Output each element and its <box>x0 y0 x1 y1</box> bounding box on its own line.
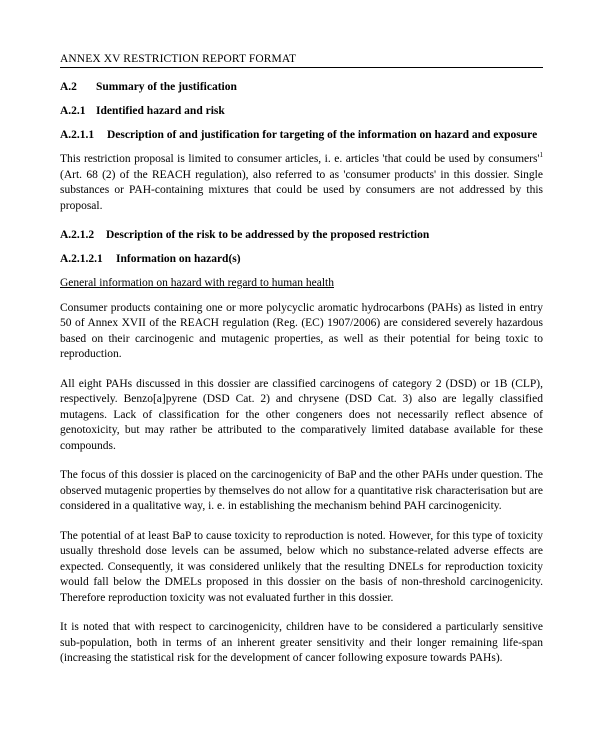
paragraph-text: (Art. 68 (2) of the REACH regulation), also referred to as 'consumer products' in this dossier. Single substances or PAH-containing mixtures that could be used by consumers are not addressed by this proposal. <box>60 168 543 212</box>
heading-number: A.2.1.2 <box>60 229 95 241</box>
subheading-general-hazard: General information on hazard with regard to human health <box>60 277 334 289</box>
paragraph-consumer-products: Consumer products containing one or more polycyclic aromatic hydrocarbons (PAHs) as listed in entry 50 of Annex XVII of the REACH regulation (Reg. (EC) 1907/2006) are considered severely hazardous based on their carcinogenic and mutagenic properties, as well as their potential for being toxic to reproduction. <box>60 301 543 360</box>
heading-title: Information on hazard(s) <box>116 253 241 265</box>
heading-number: A.2 <box>60 81 77 93</box>
paragraph-text: This restriction proposal is limited to consumer articles, i. e. articles 'that could be used by consumers' <box>60 153 540 165</box>
paragraph-classification: All eight PAHs discussed in this dossier are classified carcinogens of category 2 (DSD) or 1B (CLP), respectively. Benzo[a]pyrene (DSD Cat. 2) and chrysene (DSD Cat. 3) also are legally classified mutagens. Lack of classification for the other congeners does not necessarily reflect absence of genotoxicity, but may rather be attributed to the comparatively limited database available for these compounds. <box>60 377 543 452</box>
paragraph-children: It is noted that with respect to carcinogenicity, children have to be considered a particularly sensitive sub-population, both in terms of an inherent greater sensitivity and their longer remaining life-span (increasing the statistical risk for the development of cancer following exposure towards PAHs). <box>60 621 543 664</box>
heading-title: Identified hazard and risk <box>96 105 225 117</box>
heading-a2 <box>60 80 543 95</box>
page-header: ANNEX XV RESTRICTION REPORT FORMAT <box>60 53 543 68</box>
heading-number: A.2.1 <box>60 105 86 117</box>
heading-number: A.2.1.1 <box>60 129 95 141</box>
heading-title: Description of and justification for targeting of the information on hazard and exposure <box>107 129 538 141</box>
document-body <box>60 80 543 681</box>
heading-a212 <box>60 228 543 243</box>
heading-a211 <box>60 128 543 143</box>
heading-title: Description of the risk to be addressed by the proposed restriction <box>106 229 430 241</box>
heading-number: A.2.1.2.1 <box>60 253 103 265</box>
heading-a21 <box>60 104 543 119</box>
heading-title: Summary of the justification <box>96 81 237 93</box>
heading-a2121 <box>60 252 543 267</box>
footnote-ref: 1 <box>539 151 543 160</box>
paragraph-focus: The focus of this dossier is placed on the carcinogenicity of BaP and the other PAHs under question. The observed mutagenic properties by themselves do not allow for a quantitative risk characterisation but are considered in a qualitative way, i. e. in establishing the mechanism behind PAH carcinogenicity. <box>60 469 543 512</box>
paragraph-reproduction: The potential of at least BaP to cause toxicity to reproduction is noted. However, for this type of toxicity usually threshold dose levels can be assumed, below which no substance-related adverse effects are expected. Consequently, it was considered unlikely that the resulting DNELs for reproduction toxicity would fall below the DMELs proposed in this dossier on the basis of non-threshold carcinogenicity. Therefore reproduction toxicity was not evaluated further in this dossier. <box>60 529 543 604</box>
paragraph-scope <box>60 152 543 214</box>
